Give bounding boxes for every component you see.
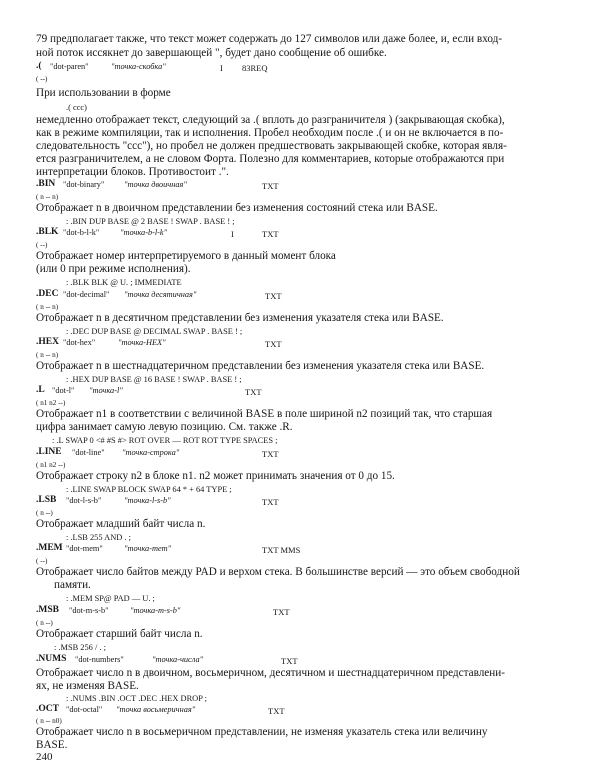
entry-pronunciation: "dot-b-l-k" — [63, 228, 100, 237]
intro-text-line: интерпретации блоков. Противостоит .". — [36, 166, 229, 178]
entry-translation: "точка десятичная" — [124, 290, 197, 299]
entry-pronunciation: "dot-numbers" — [75, 655, 124, 664]
entry-description: (или 0 при режиме исполнения). — [36, 263, 191, 275]
entry-wordset: TXT — [262, 229, 279, 239]
entry-word: .L — [36, 385, 45, 395]
entry-description: Отображает число n в двоичном, восьмеричном, десятичном и шестнадцатеричном представлени- — [36, 667, 505, 679]
entry-translation: "точка восьмеричная" — [116, 705, 196, 714]
entry-wordset: TXT — [245, 387, 262, 397]
entry-translation: "точка-числа" — [152, 655, 204, 664]
entry-level: I — [231, 229, 234, 239]
intro-text-line: немедленно отображает текст, следующий за .( вплоть до разграничителя ) (закрывающая скобка), — [36, 114, 505, 126]
intro-text-line: 79 предполагает также, что текст может содержать до 127 символов или даже более, и, если вход- — [36, 33, 503, 45]
entry-word: .LINE — [36, 447, 62, 457]
entry-pronunciation: "dot-binary" — [63, 180, 105, 189]
intro-text-line: ной поток иссякнет до завершающей ", будет дано сообщение об ошибке. — [36, 47, 387, 59]
entry-code: : .BIN DUP BASE @ 2 BASE ! SWAP . BASE ! ; — [66, 217, 235, 226]
intro-text-line: ется разграничителем, а не словом Форта. Полезно для комментариев, которые отображаются при — [36, 153, 505, 165]
intro-text-line: как в режиме компиляции, так и исполнения. Пробел необходим после .( и он не включается в по- — [36, 127, 504, 139]
entry-pronunciation: "dot-paren" — [50, 62, 89, 71]
entry-stack-effect: ( n -- n0) — [36, 717, 62, 725]
entry-wordset: TXT — [265, 291, 282, 301]
entry-stack-effect: ( n -- n) — [36, 303, 59, 311]
entry-description: Отображает n в двоичном представлении без изменения состояний стека или BASE. — [36, 202, 438, 214]
entry-translation: "точка-mem" — [124, 544, 172, 553]
entry-word: .MEM — [36, 543, 63, 553]
entry-wordset: TXT MMS — [262, 545, 301, 555]
entry-pronunciation: "dot-octal" — [66, 705, 103, 714]
entry-description: памяти. — [54, 579, 91, 591]
entry-word: .HEX — [36, 337, 59, 347]
entry-description: Отображает число байтов между PAD и верхом стека. В большинстве версий — это объем свободной — [36, 566, 520, 578]
entry-wordset: TXT — [281, 656, 298, 666]
entry-wordset: TXT — [262, 449, 279, 459]
entry-code: : .LSB 255 AND . ; — [66, 533, 131, 542]
entry-pronunciation: "dot-mem" — [66, 544, 103, 553]
entry-description: ях, не изменяя BASE. — [36, 680, 139, 692]
entry-pronunciation: "dot-line" — [72, 448, 105, 457]
entry-translation: "точка-скобка" — [111, 62, 166, 71]
intro-text-line: При использовании в форме — [36, 87, 171, 99]
entry-wordset: TXT — [265, 339, 282, 349]
entry-code: : .NUMS .BIN .OCT .DEC .HEX DROP ; — [66, 694, 207, 703]
entry-translation: "точка-m-s-b" — [130, 606, 181, 615]
entry-code: : .DEC DUP BASE @ DECIMAL SWAP . BASE ! ; — [66, 327, 243, 336]
entry-stack-effect: ( n --) — [36, 509, 53, 517]
entry-code: : .MSB 256 / . ; — [54, 643, 106, 652]
entry-word: .MSB — [36, 605, 59, 615]
entry-translation: "точка-l-s-b" — [124, 496, 171, 505]
entry-stack-effect: ( n1 n2 --) — [36, 461, 66, 469]
entry-word: .DEC — [36, 289, 59, 299]
entry-description: Отображает строку n2 в блоке n1. n2 может принимать значения от 0 до 15. — [36, 470, 395, 482]
entry-code: : .MEM SP@ PAD — U. ; — [66, 594, 155, 603]
entry-stack-effect: ( n --) — [36, 619, 53, 627]
intro-text-line: следовательность "ccc"), но пробел не должен предшествовать закрывающей скобке, которая явля- — [36, 140, 507, 152]
entry-translation: "точка-HEX" — [118, 338, 166, 347]
entry-code: : .HEX DUP BASE @ 16 BASE ! SWAP . BASE ! ; — [66, 375, 242, 384]
entry-description: Отображает старший байт числа n. — [36, 628, 203, 640]
entry-pronunciation: "dot-l-s-b" — [66, 496, 102, 505]
entry-word: .BLK — [36, 227, 59, 237]
entry-word: .BIN — [36, 179, 56, 189]
entry-stack-effect: ( --) — [36, 75, 48, 83]
entry-wordset: TXT — [273, 607, 290, 617]
entry-word: .NUMS — [36, 654, 67, 664]
entry-wordset: TXT — [262, 497, 279, 507]
entry-translation: "точка-l" — [89, 386, 123, 395]
entry-pronunciation: "dot-m-s-b" — [69, 606, 109, 615]
entry-wordset: TXT — [262, 181, 279, 191]
entry-level: I — [220, 63, 223, 73]
entry-code: : .L SWAP 0 <# #S #> ROT OVER — ROT ROT TYPE SPACES ; — [52, 436, 278, 445]
entry-pronunciation: "dot-hex" — [63, 338, 96, 347]
entry-description: Отображает число n в восьмеричном представлении, не изменяя указатель стека или величину — [36, 726, 488, 738]
entry-stack-effect: ( --) — [36, 557, 48, 565]
entry-description: Отображает младший байт числа n. — [36, 518, 206, 530]
entry-stack-effect: ( n -- n) — [36, 193, 59, 201]
entry-code: : .BLK BLK @ U. ; IMMEDIATE — [66, 278, 182, 287]
page-number: 240 — [36, 751, 53, 763]
entry-description: Отображает n в десятичном представлении без изменения указателя стека или BASE. — [36, 312, 444, 324]
entry-wordset: TXT — [268, 706, 285, 716]
entry-translation: "точка-b-l-k" — [120, 228, 168, 237]
entry-description: BASE. — [36, 739, 68, 751]
entry-word: .OCT — [36, 704, 59, 714]
entry-word: .LSB — [36, 495, 57, 505]
entry-translation: "точка двоичная" — [124, 180, 187, 189]
entry-pronunciation: "dot-decimal" — [63, 290, 110, 299]
entry-translation: "точка-строка" — [122, 448, 180, 457]
code-form: .( ccc) — [66, 103, 87, 112]
entry-stack-effect: ( n1 n2 --) — [36, 399, 66, 407]
entry-word: .( — [36, 61, 42, 71]
entry-description: Отображает n1 в соответствии с величиной BASE в поле шириной n2 позиций так, что старшая — [36, 408, 493, 420]
entry-wordset: 83REQ — [242, 63, 268, 73]
entry-description: Отображает n в шестнадцатеричном представлении без изменения указателя стека или BASE. — [36, 360, 485, 372]
entry-stack-effect: ( n -- n) — [36, 351, 59, 359]
entry-stack-effect: ( --) — [36, 241, 48, 249]
entry-pronunciation: "dot-l" — [52, 386, 75, 395]
entry-code: : .LINE SWAP BLOCK SWAP 64 * + 64 TYPE ; — [66, 485, 232, 494]
entry-description: Отображает номер интерпретируемого в данный момент блока — [36, 250, 336, 262]
entry-description: цифра занимает самую левую позицию. См. также .R. — [36, 421, 293, 433]
